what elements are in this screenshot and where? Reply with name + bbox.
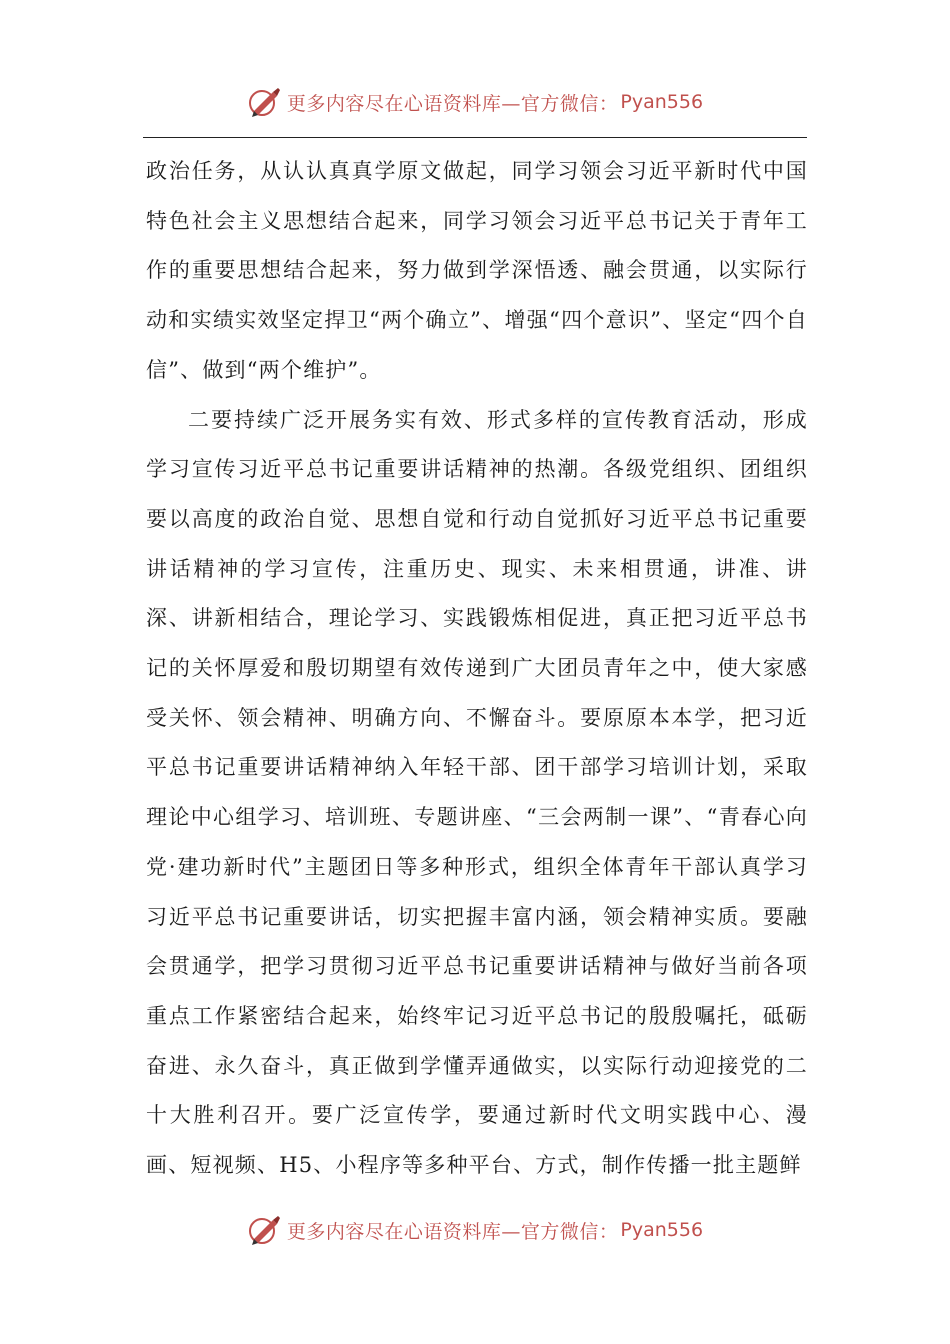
paragraph-1: 政治任务，从认认真真学原文做起，同学习领会习近平新时代中国特色社会主义思想结合起来，同学习领会习近平总书记关于青年工作的重要思想结合起来，努力做到学深悟透、融会贯通，以实际行动和实绩实效坚定捍卫“两个确立”、增强“四个意识”、坚定“四个自信”、做到“两个维护”。	[146, 159, 808, 382]
footer-banner-text: 更多内容尽在心语资料库—官方微信：	[286, 1220, 619, 1243]
footer-banner-id: Pyan556	[620, 1219, 704, 1241]
pen-logo-icon	[247, 84, 283, 120]
header-banner-text: 更多内容尽在心语资料库—官方微信：	[286, 92, 619, 115]
header-banner-id: Pyan556	[620, 91, 704, 113]
document-body	[146, 147, 808, 1191]
header-divider	[143, 137, 807, 138]
footer-banner	[0, 1210, 950, 1250]
pen-logo-icon	[247, 1212, 283, 1248]
paragraph-2: 二要持续广泛开展务实有效、形式多样的宣传教育活动，形成学习宣传习近平总书记重要讲话精神的热潮。各级党组织、团组织要以高度的政治自觉、思想自觉和行动自觉抓好习近平总书记重要讲话精神的学习宣传，注重历史、现实、未来相贯通，讲准、讲深、讲新相结合，理论学习、实践锻炼相促进，真正把习近平总书记的关怀厚爱和殷切期望有效传递到广大团员青年之中，使大家感受关怀、领会精神、明确方向、不懈奋斗。要原原本本学，把习近平总书记重要讲话精神纳入年轻干部、团干部学习培训计划，采取理论中心组学习、培训班、专题讲座、“三会两制一课”、“青春心向党·建功新时代”主题团日等多种形式，组织全体青年干部认真学习习近平总书记重要讲话，切实把握丰富内涵，领会精神实质。要融会贯通学，把学习贯彻习近平总书记重要讲话精神与做好当前各项重点工作紧密结合起来，始终牢记习近平总书记的殷殷嘱托，砥砺奋进、永久奋斗，真正做到学懂弄通做实，以实际行动迎接党的二十大胜利召开。要广泛宣传学，要通过新时代文明实践中心、漫画、短视频、H5、小程序等多种平台、方式，制作传播一批主题鲜	[146, 407, 808, 1178]
header-banner	[0, 82, 950, 122]
